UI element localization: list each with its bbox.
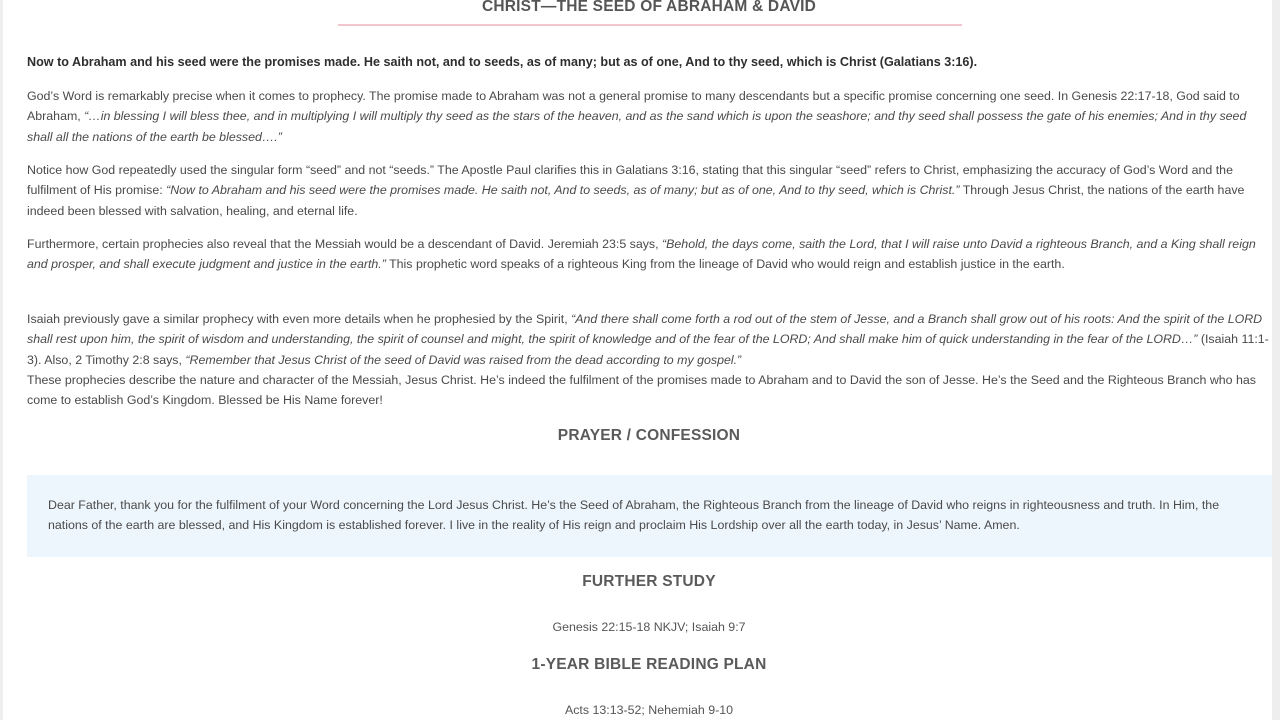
- reading-plan-refs: Acts 13:13-52; Nehemiah 9-10: [564, 703, 734, 717]
- p3-text-end: This prophetic word speaks of a righteous King from the lineage of David who would reign and establish justice in the earth.: [385, 257, 1065, 272]
- reading-plan-heading: 1-YEAR BIBLE READING PLAN: [531, 656, 767, 673]
- prayer-heading: PRAYER / CONFESSION: [557, 427, 741, 444]
- p4-quote-1: “And there shall come forth a rod out of the stem of Jesse, and a Branch shall grow out of his roots: And the spirit of the LORD shall rest upon him, the spirit of wisdom and understanding, the spirit of counsel and might, the spirit of knowledge and of the fear of the LORD; And shall make him of quick understanding in the fear of the LORD…”: [27, 312, 1263, 347]
- p4-quote-2: “Remember that Jesus Christ of the seed of David was raised from the dead according to my gospel.”: [185, 352, 742, 367]
- p2-text: Notice how God repeatedly used the singular form “seed” and not “seeds.” The Apostle Paul clarifies this in Galatians 3:16, stating that this singular “seed” refers to Christ, emphasizing the accuracy of God’s Word and the fulfilment of His promise:: [27, 163, 1233, 198]
- scrollbar-track[interactable]: [1272, 0, 1280, 720]
- prayer-text: Dear Father, thank you for the fulfilment of your Word concerning the Lord Jesus Christ. He’s the Seed of Abraham, the Righteous Branch from the lineage of David who reigns in righteousness and truth. In Him, the nations of the earth are blessed, and His Kingdom is established forever. I live in the reality of His reign and proclaim His Lordship over all the earth today, in Jesus’ Name. Amen.: [48, 498, 1220, 533]
- paragraph-1: [27, 86, 1270, 147]
- paragraph-3: [27, 234, 1270, 275]
- p3-quote: “Behold, the days come, saith the Lord, that I will raise unto David a righteous Branch, and a King shall reign and prosper, and shall execute judgment and justice in the earth.”: [27, 237, 1256, 272]
- p3-text: Furthermore, certain prophecies also reveal that the Messiah would be a descendant of David. Jeremiah 23:5 says,: [27, 237, 663, 251]
- p1-text: God’s Word is remarkably precise when it comes to prophecy. The promise made to Abraham was not a general promise to many descendants but a specific promise concerning one seed. In Genesis 22:17-18, God said to Abraham,: [27, 89, 1240, 124]
- p1-quote: “…in blessing I will bless thee, and in multiplying I will multiply thy seed as the stars of the heaven, and as the sand which is upon the seashore; and thy seed shall possess the gate of his enemies; And in thy seed shall all the nations of the earth be blessed….”: [27, 109, 1247, 144]
- paragraph-2: [27, 160, 1270, 221]
- p4-text-mid: (Isaiah 11:1-3). Also, 2 Timothy 2:8 says,: [27, 332, 1269, 367]
- paragraph-5: These prophecies describe the nature and character of the Messiah, Jesus Christ. He’s indeed the fulfilment of the promises made to Abraham and to David the son of Jesse. He’s the Seed and the Righteous Branch who has come to establish God’s Kingdom. Blessed be His Name forever!: [27, 373, 1256, 408]
- left-edge: [0, 0, 3, 720]
- p2-quote: “Now to Abraham and his seed were the promises made. He saith not, And to seeds, as of many; but as of one, And to thy seed, which is Christ.”: [166, 183, 960, 198]
- further-study-heading: FURTHER STUDY: [582, 573, 716, 590]
- prayer-box: [27, 475, 1272, 557]
- p2-text-end: Through Jesus Christ, the nations of the earth have indeed been blessed with salvation, healing, and eternal life.: [27, 183, 1245, 218]
- paragraph-4: [27, 309, 1270, 370]
- further-study-refs: Genesis 22:15-18 NKJV; Isaiah 9:7: [552, 620, 746, 634]
- lead-scripture: Now to Abraham and his seed were the promises made. He saith not, and to seeds, as of many; but as of one, And to thy seed, which is Christ (Galatians 3:16).: [27, 55, 978, 69]
- p4-text: Isaiah previously gave a similar prophecy with even more details when he prophesied by the Spirit,: [27, 312, 572, 326]
- page-title: CHRIST—THE SEED OF ABRAHAM & DAVID: [481, 0, 817, 15]
- title-divider: [338, 24, 962, 26]
